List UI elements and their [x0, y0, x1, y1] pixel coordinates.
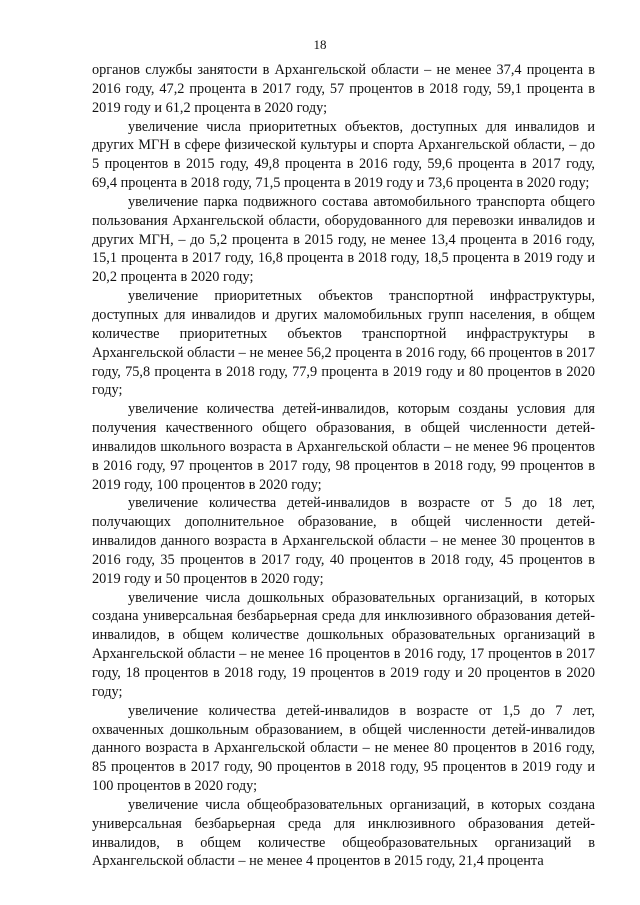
paragraph: увеличение количества детей-инвалидов, которым созданы условия для получения качественного общего образования, в общей численности детей-инвалидов школьного возраста в Архангельской области – не менее 96 процентов в 2016 году, 97 процентов в 2017 году, 98 процентов в 2018 году, 99 процентов в 2019 году, 100 процентов в 2020 году; — [92, 401, 595, 493]
paragraph: увеличение количества детей-инвалидов в возрасте от 1,5 до 7 лет, охваченных дошкольным образованием, в общей численности детей-инвалидов данного возраста в Архангельской области – не менее 80 процентов в 2016 году, 85 процентов в 2017 году, 90 процентов в 2018 году, 95 процентов в 2019 году и 100 процентов в 2020 году; — [92, 702, 595, 795]
paragraph: увеличение числа приоритетных объектов, доступных для инвалидов и других МГН в сфере физической культуры и спорта Архангельской области, – до 5 процентов в 2015 году, 49,8 процента в 2016 году, 59,6 процента в 2017 году, 69,4 процента в 2018 году, 71,5 процента в 2019 году и 73,6 процента в 2020 году; — [92, 118, 595, 192]
paragraph: увеличение количества детей-инвалидов в возрасте от 5 до 18 лет, получающих дополнительное образование, в общей численности детей-инвалидов данного возраста в Архангельской области – не менее 30 процентов в 2016 году, 35 процентов в 2017 году, 40 процентов в 2018 году, 45 процентов в 2019 году и 50 процентов в 2020 году; — [92, 495, 595, 587]
page-number: 18 — [313, 37, 327, 52]
paragraph: увеличение числа общеобразовательных организаций, в которых создана универсальная безбарьерная среда для инклюзивного образования детей-инвалидов, в общем количестве общеобразовательных организаций в Архангельской области – не менее 4 процентов в 2015 году, 21,4 процента — [92, 796, 595, 870]
document-body — [92, 61, 595, 871]
paragraph: увеличение парка подвижного состава автомобильного транспорта общего пользования Архангельской области, оборудованного для перевозки инвалидов и других МГН, – до 5,2 процента в 2015 году, не менее 13,4 процента в 2016 году, 15,1 процента в 2017 году, 16,8 процента в 2018 году, 18,5 процента в 2019 году и 20,2 процента в 2020 году; — [92, 193, 595, 286]
paragraph: увеличение числа дошкольных образовательных организаций, в которых создана универсальная безбарьерная среда для инклюзивного образования детей-инвалидов, в общем количестве дошкольных образовательных организаций в Архангельской области – не менее 16 процентов в 2016 году, 17 процентов в 2017 году, 18 процентов в 2018 году, 19 процентов в 2019 году и 20 процентов в 2020 году; — [92, 589, 595, 700]
paragraph: органов службы занятости в Архангельской области – не менее 37,4 процента в 2016 году, 47,2 процента в 2017 году, 57 процентов в 2018 году, 59,1 процента в 2019 году и 61,2 процента в 2020 году; — [92, 62, 595, 116]
paragraph: увеличение приоритетных объектов транспортной инфраструктуры, доступных для инвалидов и других маломобильных групп населения, в общем количестве приоритетных объектов транспортной инфраструктуры в Архангельской области – не менее 56,2 процента в 2016 году, 66 процентов в 2017 году, 75,8 процента в 2018 году, 77,9 процента в 2019 году и 80 процентов в 2020 году; — [92, 288, 595, 399]
